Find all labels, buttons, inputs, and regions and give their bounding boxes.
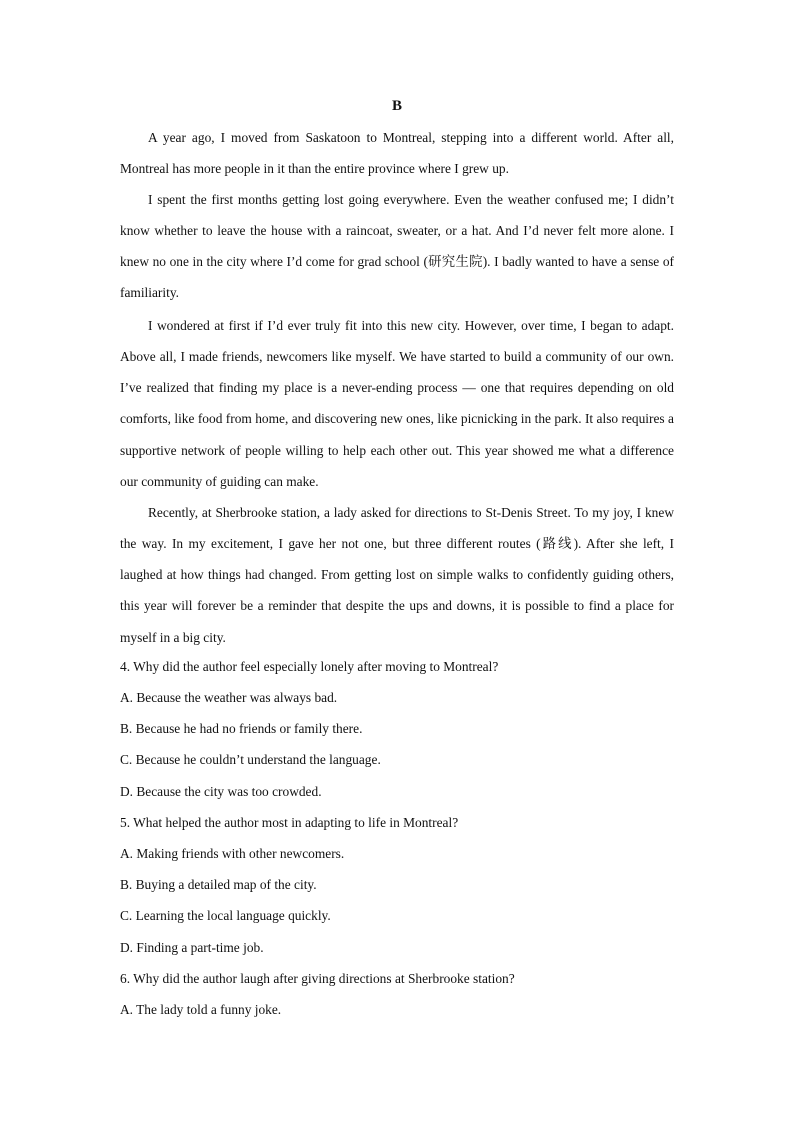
question-6-option-a: A. The lady told a funny joke. bbox=[120, 1002, 282, 1017]
question-5-option-a: A. Making friends with other newcomers. bbox=[120, 846, 345, 861]
question-4-option-b: B. Because he had no friends or family there. bbox=[120, 721, 363, 736]
question-5: 5. What helped the author most in adapting to life in Montreal? bbox=[120, 815, 459, 830]
question-4-option-a: A. Because the weather was always bad. bbox=[120, 690, 338, 705]
section-title: B bbox=[391, 98, 402, 114]
question-4-option-d: D. Because the city was too crowded. bbox=[120, 784, 322, 799]
question-6: 6. Why did the author laugh after giving directions at Sherbrooke station? bbox=[120, 971, 515, 986]
passage-paragraph-2: I spent the first months getting lost going everywhere. Even the weather confused me; I didn’t know whether to leave the house with a raincoat, sweater, or a hat. And I’d never felt more alone. I knew no one in the city where I’d come for grad school (研究生院). I badly wanted to have a sense of familiarity. bbox=[120, 192, 674, 301]
question-4-option-c: C. Because he couldn’t understand the language. bbox=[120, 752, 381, 767]
question-5-option-b: B. Buying a detailed map of the city. bbox=[120, 877, 317, 892]
question-5-option-d: D. Finding a part-time job. bbox=[120, 940, 264, 955]
passage-paragraph-3: I wondered at first if I’d ever truly fit into this new city. However, over time, I began to adapt. Above all, I made friends, newcomers like myself. We have started to build a community of our own. I’ve realized that finding my place is a never-ending process — one that requires depending on old comforts, like food from home, and discovering new ones, like picnicking in the park. It also requires a supportive network of people willing to help each other out. This year showed me what a difference our community of guiding can make. bbox=[120, 318, 674, 489]
question-5-option-c: C. Learning the local language quickly. bbox=[120, 908, 331, 923]
question-4: 4. Why did the author feel especially lonely after moving to Montreal? bbox=[120, 659, 499, 674]
passage-paragraph-1: A year ago, I moved from Saskatoon to Montreal, stepping into a different world. After all, Montreal has more people in it than the entire province where I grew up. bbox=[120, 130, 674, 177]
passage-paragraph-4: Recently, at Sherbrooke station, a lady asked for directions to St-Denis Street. To my joy, I knew the way. In my excitement, I gave her not one, but three different routes (路线). After she left, I laughed at how things had changed. From getting lost on simple walks to confidently guiding others, this year will forever be a reminder that despite the ups and downs, it is possible to find a place for myself in a big city. bbox=[120, 505, 674, 645]
